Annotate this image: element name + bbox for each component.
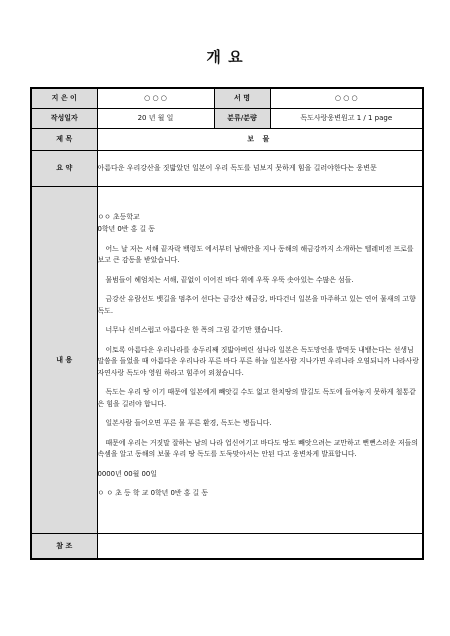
- content-row: [31, 186, 423, 533]
- author-value: ○ ○ ○: [97, 88, 214, 108]
- content-body: [97, 186, 423, 533]
- category-value: 독도사랑웅변원고 1 / 1 page: [270, 108, 423, 128]
- name-line: 0학년 0반 홍 길 동: [97, 225, 155, 233]
- author-row: [31, 88, 423, 108]
- date-row: [31, 108, 423, 128]
- school-line: ㅇㅇ 초등학교: [97, 212, 140, 221]
- date-label: 작성일자: [31, 108, 97, 128]
- category-label: 분류/분량: [214, 108, 270, 128]
- summary-label: 요 약: [31, 150, 97, 186]
- summary-row: [31, 150, 423, 186]
- page-title: 개 요: [206, 48, 244, 66]
- signature-value: ○ ○ ○: [270, 88, 423, 108]
- date-value: 20 년 월 일: [97, 108, 214, 128]
- paragraph: 이토록 아름다운 우리나라를 송두리째 짓밟아버린 섬나라 일본은 독도망언을 밥먹듯 내뱉는다는 선생님 말씀을 들었을 때 아름다운 우리나라 푸른 바다 푸른 하늘 일본사람 지나가면 우리나라 오염되니까 나라사랑 자연사랑 독도야 영원 하라고 힘주어 외쳤습니다.: [97, 345, 419, 377]
- summary-form: [30, 87, 424, 560]
- subject-value: 보 물: [97, 128, 423, 150]
- subject-row: [31, 128, 423, 150]
- reference-row: [31, 533, 423, 559]
- content-label: 내 용: [31, 186, 97, 533]
- paragraph: 때문에 우리는 거짓말 잘하는 남의 나라 업신여기고 바다도 땅도 빼앗으려는 교만하고 뻔뻔스러운 저들의 속셈을 알고 동해의 보물 우리 땅 독도를 도둑맞아서는 안된 다고 웅변차게 발표합니다.: [97, 438, 419, 458]
- paragraph: 일본사람 들어오면 푸른 물 푸른 환경, 독도는 병듭니다.: [105, 419, 272, 427]
- paragraph: 금강산 유람선도 뱃길을 멈추어 선다는 금강산 해금강, 바다건너 일본을 마주하고 있는 연어 물새의 고향 독도.: [97, 295, 416, 315]
- summary-value: 아름다운 우리강산을 짓밟았던 일본이 우리 독도를 넘보지 못하게 힘을 길러야한다는 웅변문: [97, 150, 423, 186]
- paragraph: 너무나 신비스럽고 아름다운 한 폭의 그림 같기만 했습니다.: [105, 326, 283, 334]
- signature-line: ㅇ ㅇ 초 등 학 교 0학년 0반 홍 길 동: [97, 489, 209, 497]
- paragraph: 물범들이 헤엄치는 서해, 끝없이 이어진 바다 위에 우뚝 우뚝 솟아있는 수많은 섬들.: [105, 275, 354, 284]
- paragraph: 독도는 우리 땅 이기 때문에 일본에게 빼앗길 수도 없고 한치땅의 발길도 독도에 들여놓지 못하게 철통같은 힘을 길러야 합니다.: [97, 388, 416, 408]
- paragraph: 어느 날 저는 서해 끝자락 백령도 에서부터 남해안을 지나 동해의 해금강까지 소개하는 텔레비전 프로를 보고 큰 감동을 받았습니다.: [97, 244, 414, 264]
- signature-label: 서 명: [214, 88, 270, 108]
- reference-value: [97, 533, 423, 559]
- date-line: 0000년 00월 00일: [97, 469, 157, 478]
- reference-label: 참 조: [31, 533, 97, 559]
- author-label: 지 은 이: [31, 88, 97, 108]
- subject-label: 제 목: [31, 128, 97, 150]
